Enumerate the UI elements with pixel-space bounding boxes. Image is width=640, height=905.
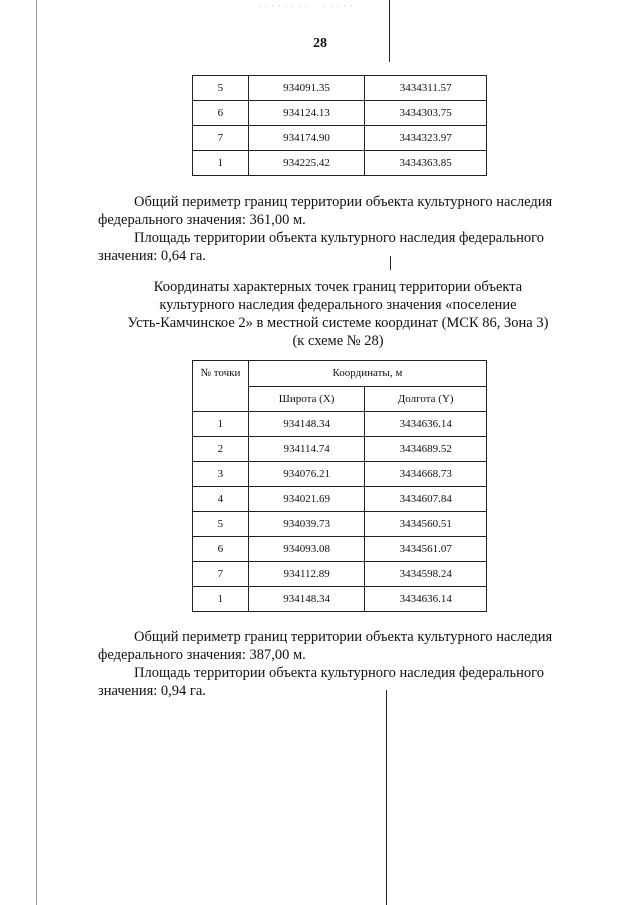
point-number: 4: [193, 487, 249, 512]
point-number: 7: [193, 126, 249, 151]
table-row: [193, 151, 487, 176]
point-number: 6: [193, 537, 249, 562]
table-row: [193, 462, 487, 487]
perimeter-text-cont: федерального значения: 361,00 м.: [98, 212, 306, 228]
perimeter-text-cont: федерального значения: 387,00 м.: [98, 647, 306, 663]
coordinates-table: [192, 360, 487, 612]
lon-value: 3434560.51: [365, 512, 487, 537]
lat-value: 934225.42: [248, 151, 365, 176]
scan-artifact-line: [386, 690, 387, 905]
heading-line: Усть-Камчинское 2» в местной системе координат (МСК 86, Зона 3): [127, 315, 549, 331]
perimeter-text: Общий периметр границ территории объекта культурного наследия: [134, 629, 553, 645]
lat-value: 934076.21: [248, 462, 365, 487]
table-row: [193, 587, 487, 612]
section-heading: [98, 278, 578, 350]
lat-value: 934114.74: [248, 437, 365, 462]
area-text: Площадь территории объекта культурного наследия федерального: [134, 665, 544, 681]
table-row: [193, 412, 487, 437]
lon-value: 3434311.57: [365, 76, 487, 101]
point-number: 6: [193, 101, 249, 126]
lat-value: 934148.34: [248, 412, 365, 437]
lon-value: 3434689.52: [365, 437, 487, 462]
table-row: [193, 126, 487, 151]
point-number: 7: [193, 562, 249, 587]
lon-value: 3434363.85: [365, 151, 487, 176]
summary-paragraph-1: [98, 193, 582, 265]
table-row: [193, 76, 487, 101]
lon-value: 3434303.75: [365, 101, 487, 126]
lat-value: 934124.13: [248, 101, 365, 126]
point-number: 5: [193, 76, 249, 101]
point-number: 5: [193, 512, 249, 537]
point-number: 1: [193, 587, 249, 612]
summary-paragraph-2: [98, 628, 582, 700]
lon-value: 3434636.14: [365, 587, 487, 612]
lat-value: 934174.90: [248, 126, 365, 151]
area-text: Площадь территории объекта культурного наследия федерального: [134, 230, 544, 246]
point-number: 2: [193, 437, 249, 462]
header-lat: Широта (X): [248, 386, 365, 412]
lat-value: 934148.34: [248, 587, 365, 612]
lat-value: 934093.08: [248, 537, 365, 562]
table-row: [193, 562, 487, 587]
area-text-cont: значения: 0,94 га.: [98, 683, 206, 699]
point-number: 1: [193, 412, 249, 437]
heading-line: культурного наследия федерального значения «поселение: [159, 297, 517, 313]
lon-value: 3434607.84: [365, 487, 487, 512]
area-text-cont: значения: 0,64 га.: [98, 248, 206, 264]
page-number: 28: [313, 36, 327, 51]
lat-value: 934039.73: [248, 512, 365, 537]
header-coordinates: Координаты, м: [248, 361, 486, 387]
table-row: [193, 101, 487, 126]
lon-value: 3434636.14: [365, 412, 487, 437]
lon-value: 3434561.07: [365, 537, 487, 562]
lat-value: 934091.35: [248, 76, 365, 101]
lat-value: 934112.89: [248, 562, 365, 587]
lon-value: 3434668.73: [365, 462, 487, 487]
table-row: [193, 487, 487, 512]
table-row: [193, 537, 487, 562]
point-number: 3: [193, 462, 249, 487]
point-number: 1: [193, 151, 249, 176]
scan-artifact-line: [36, 0, 37, 905]
stamp-marks: · · · · · · · · · · · · ·: [258, 2, 354, 11]
coordinates-table-continued: [192, 75, 487, 176]
table-header-row: [193, 361, 487, 387]
table-row: [193, 437, 487, 462]
heading-line: Координаты характерных точек границ территории объекта: [153, 279, 523, 295]
scan-artifact-line: [389, 0, 390, 62]
perimeter-text: Общий периметр границ территории объекта культурного наследия: [134, 194, 553, 210]
lon-value: 3434598.24: [365, 562, 487, 587]
header-lon: Долгота (Y): [365, 386, 487, 412]
heading-line: (к схеме № 28): [292, 333, 384, 349]
lat-value: 934021.69: [248, 487, 365, 512]
table-row: [193, 512, 487, 537]
lon-value: 3434323.97: [365, 126, 487, 151]
header-point: № точки: [193, 361, 249, 412]
